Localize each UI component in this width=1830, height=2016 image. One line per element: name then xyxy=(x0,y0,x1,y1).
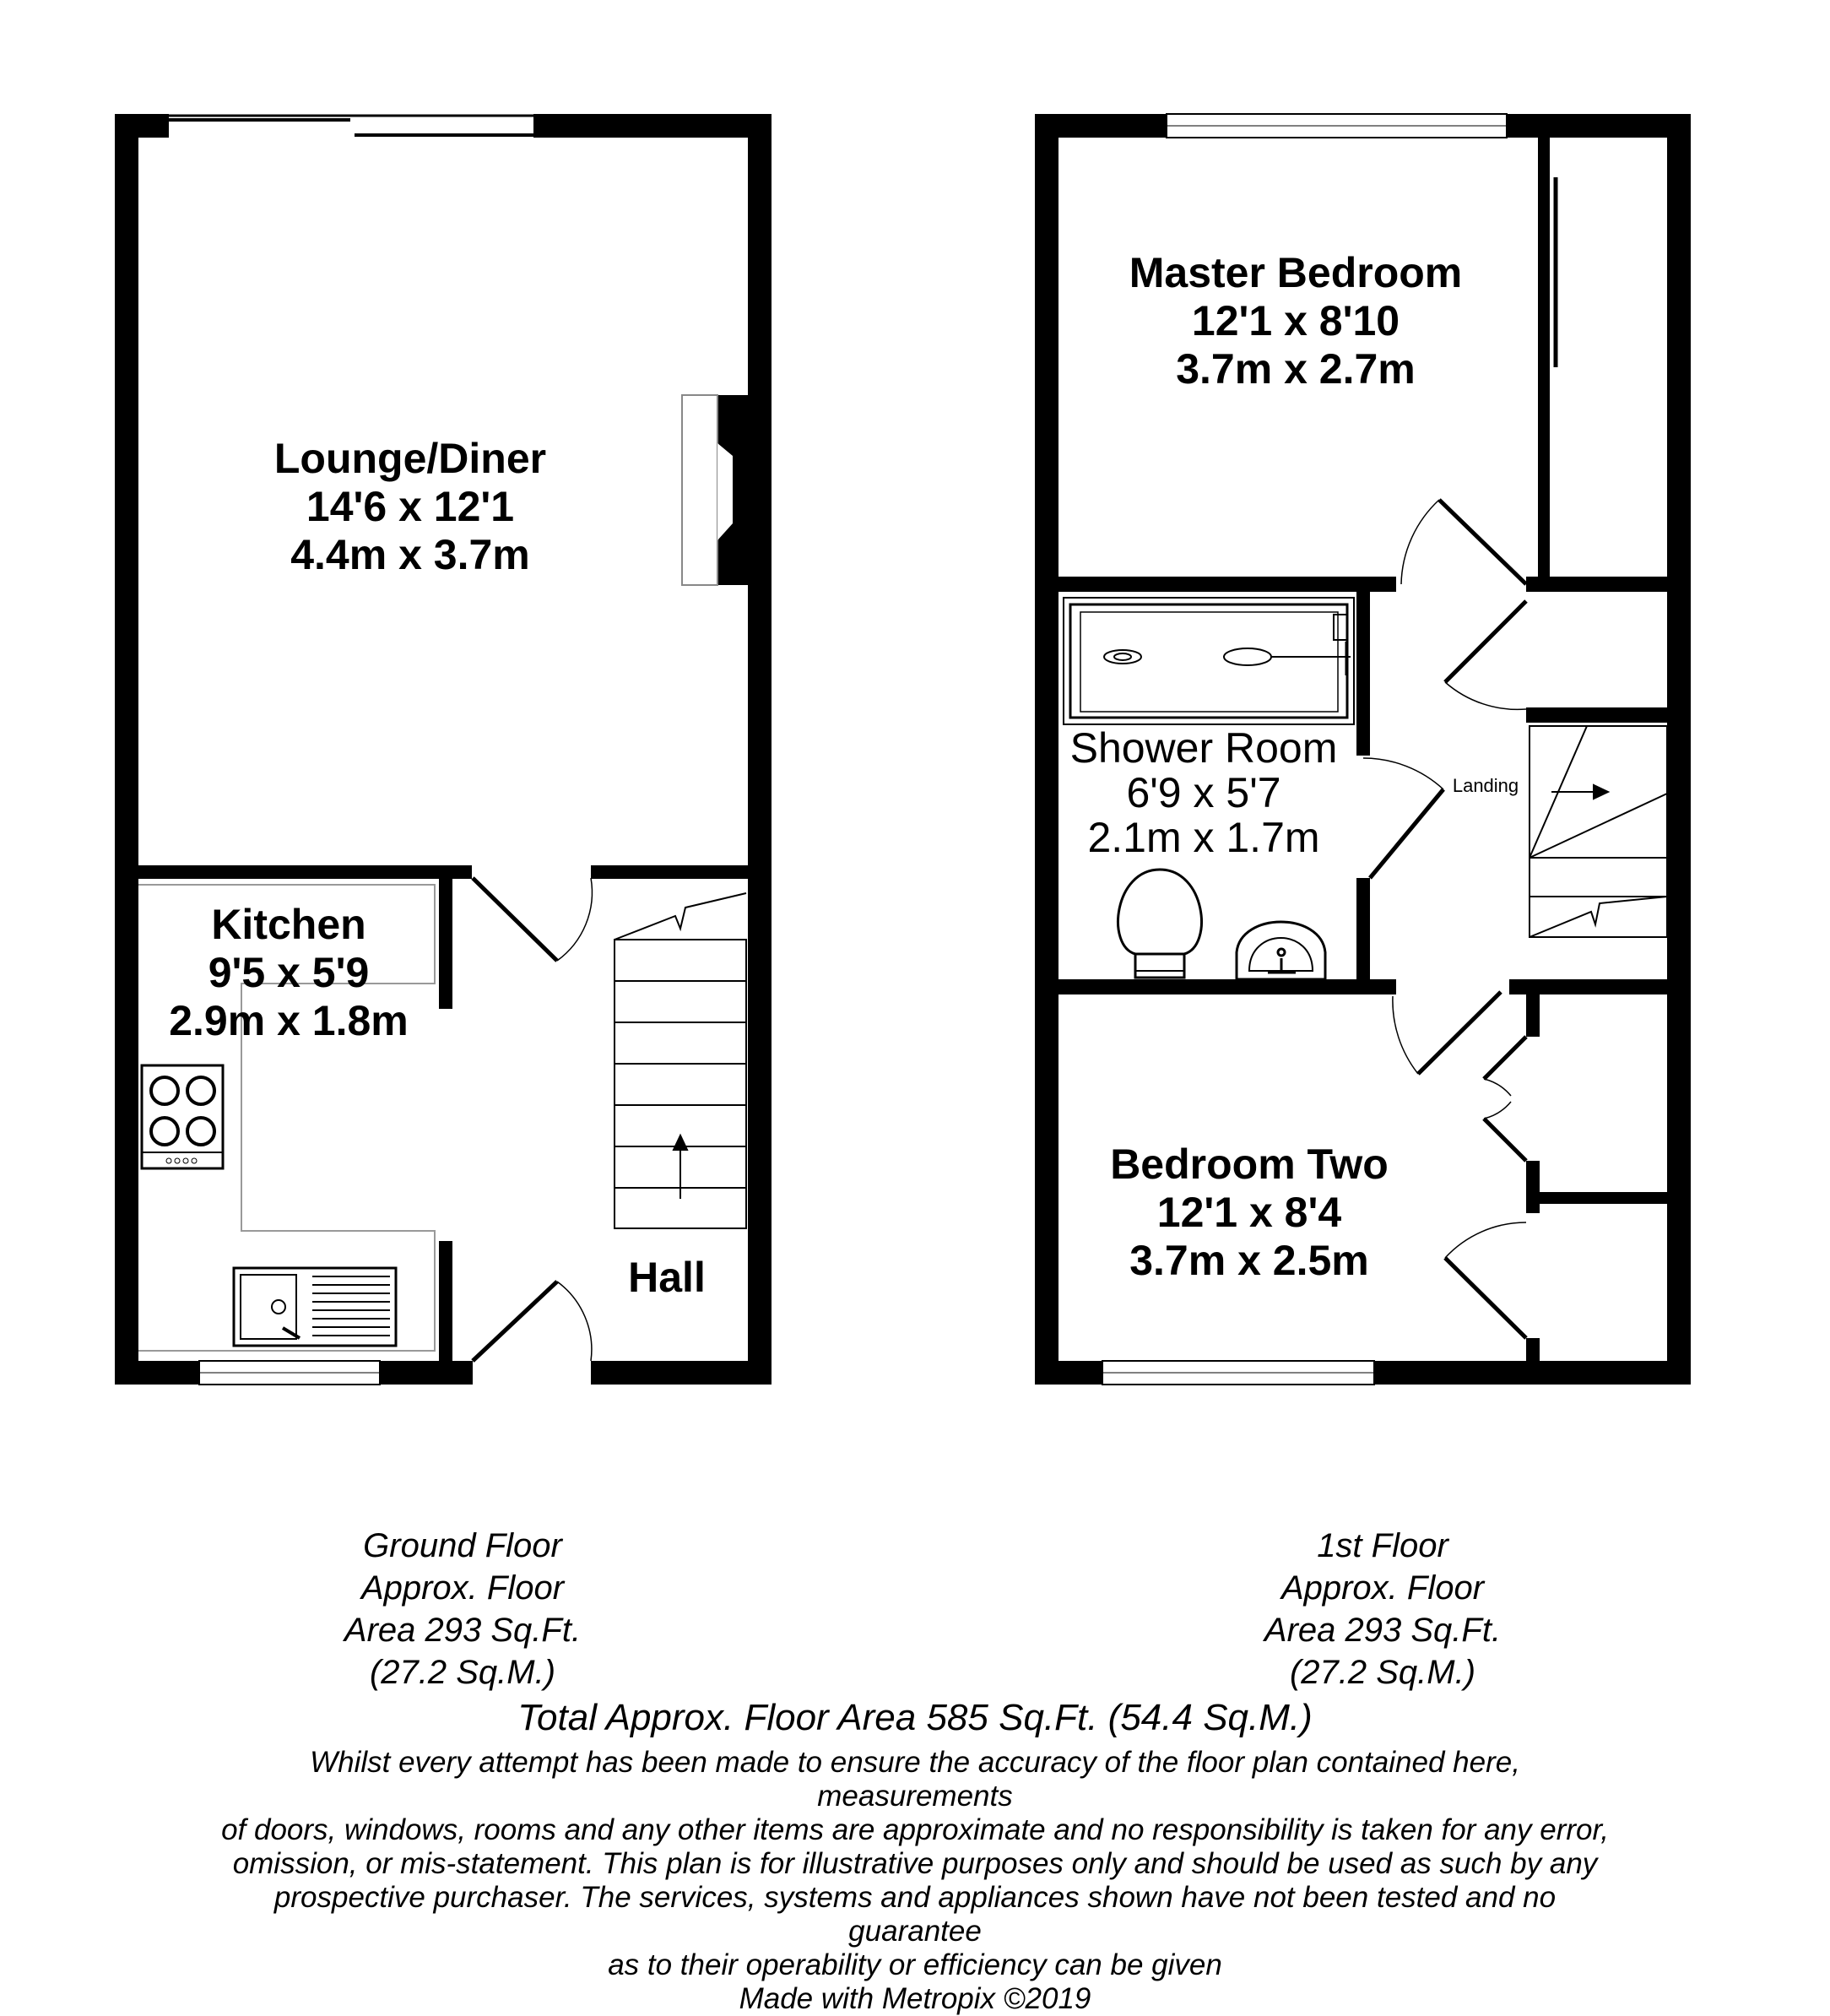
kitchen-name: Kitchen xyxy=(211,901,366,948)
master-bedroom-name: Master Bedroom xyxy=(1129,249,1463,296)
disclaimer-line: Whilst every attempt has been made to ensure the accuracy of the floor plan contained here, measurements xyxy=(310,1746,1520,1813)
shower-room-door xyxy=(1363,758,1443,878)
patio-door xyxy=(169,116,533,135)
lounge-imperial: 14'6 x 12'1 xyxy=(306,483,515,530)
shower-room-imperial: 6'9 x 5'7 xyxy=(1126,769,1281,816)
landing-staircase xyxy=(1530,726,1667,937)
disclaimer xyxy=(211,1746,1619,2016)
kitchen-imperial: 9'5 x 5'9 xyxy=(208,949,370,996)
bedroom-two-wardrobe-door xyxy=(1445,1222,1526,1338)
first-floor-line: Approx. Floor xyxy=(1280,1569,1485,1607)
landing-name: Landing xyxy=(1452,775,1519,796)
master-window xyxy=(1167,114,1507,138)
disclaimer-line: prospective purchaser. The services, systems and appliances shown have not been tested and no guarantee xyxy=(273,1881,1557,1948)
first-floor-area xyxy=(1172,1525,1594,1694)
metropix-credit: Made with Metropix ©2019 xyxy=(739,1982,1091,2015)
master-bedroom-door xyxy=(1401,500,1526,584)
kitchen-metric: 2.9m x 1.8m xyxy=(169,997,409,1044)
bedroom-two-name: Bedroom Two xyxy=(1110,1141,1389,1188)
lounge-door xyxy=(473,878,592,961)
first-floor-line: Area 293 Sq.Ft. xyxy=(1264,1612,1502,1649)
ground-floor-line: (27.2 Sq.M.) xyxy=(369,1654,556,1691)
hob-icon xyxy=(142,1065,223,1168)
master-bedroom-imperial: 12'1 x 8'10 xyxy=(1191,297,1400,344)
basin-icon xyxy=(1237,922,1325,979)
ground-floor-area xyxy=(252,1525,674,1694)
front-door xyxy=(473,1282,592,1361)
ground-floor-walls xyxy=(115,114,772,1385)
ground-floor-plan xyxy=(115,114,772,1385)
master-bedroom-metric: 3.7m x 2.7m xyxy=(1176,345,1416,393)
sink-icon xyxy=(234,1268,396,1346)
ground-floor-line: Ground Floor xyxy=(363,1527,562,1564)
staircase xyxy=(615,893,746,1228)
shower-tray-icon xyxy=(1064,598,1354,724)
shower-room-name: Shower Room xyxy=(1069,724,1338,772)
lounge-name: Lounge/Diner xyxy=(273,435,547,482)
bedroom-two-imperial: 12'1 x 8'4 xyxy=(1156,1189,1342,1236)
room-labels xyxy=(169,249,1519,1301)
first-floor-line: 1st Floor xyxy=(1317,1527,1448,1564)
disclaimer-line: as to their operability or efficiency can be given xyxy=(608,1948,1222,1981)
disclaimer-line: of doors, windows, rooms and any other items are approximate and no responsibility is taken for any error, xyxy=(221,1813,1609,1846)
airing-cupboard-door xyxy=(1445,601,1526,709)
toilet-icon xyxy=(1118,870,1202,978)
hall-name: Hall xyxy=(628,1254,706,1301)
ground-floor-line: Approx. Floor xyxy=(360,1569,565,1607)
bedroom-two-metric: 3.7m x 2.5m xyxy=(1129,1237,1369,1284)
lounge-metric: 4.4m x 3.7m xyxy=(290,531,530,578)
ground-floor-line: Area 293 Sq.Ft. xyxy=(344,1612,582,1649)
bedroom-two-door xyxy=(1393,992,1501,1074)
total-floor-area: Total Approx. Floor Area 585 Sq.Ft. (54.4 Sq.M.) xyxy=(517,1697,1313,1738)
disclaimer-line: omission, or mis-statement. This plan is for illustrative purposes only and should be used as such by any xyxy=(232,1847,1598,1880)
kitchen-window xyxy=(199,1361,380,1385)
first-floor-line: (27.2 Sq.M.) xyxy=(1289,1654,1476,1691)
bedroom-two-window xyxy=(1102,1361,1374,1385)
bedroom-two-cupboard-doors xyxy=(1484,1037,1526,1161)
shower-room-metric: 2.1m x 1.7m xyxy=(1087,814,1320,861)
